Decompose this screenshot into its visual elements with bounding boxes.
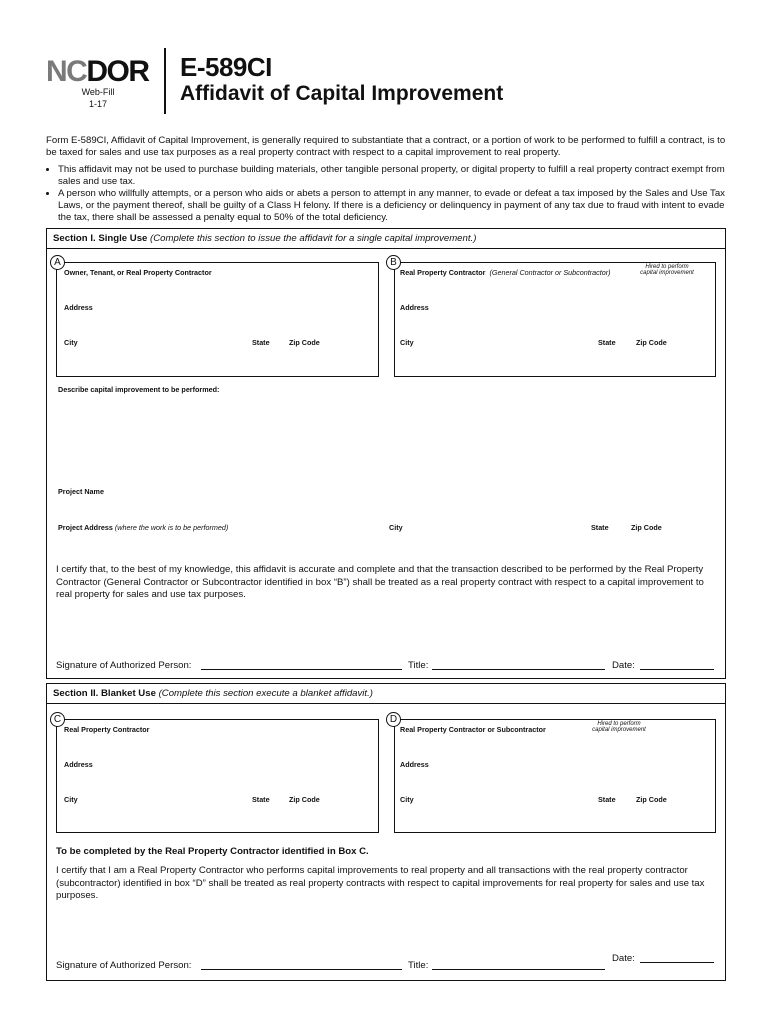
header-divider — [164, 48, 166, 114]
box-c-letter: C — [50, 712, 65, 727]
box-c-address: Address — [64, 760, 93, 769]
section-2-certification: I certify that I am a Real Property Contractor who performs capital improvements to real property and all transactions with the real property contractor (subcontractor) identified in box “D” shall be treated as real property contracts with respect to capital improvements for real property for sales and use tax purposes. — [56, 865, 705, 901]
box-a-letter: A — [50, 255, 65, 270]
box-a-address: Address — [64, 303, 93, 312]
box-a-city: City — [64, 338, 78, 347]
box-c-contractor[interactable] — [56, 719, 379, 833]
box-b-contractor[interactable] — [394, 262, 716, 377]
section-2-title-line[interactable] — [432, 969, 605, 970]
box-d-hired-note: Hired to perform capital improvement — [592, 721, 646, 733]
describe-label: Describe capital improvement to be performed: — [58, 385, 220, 394]
section-1-date-label: Date: — [612, 660, 635, 671]
form-title: Affidavit of Capital Improvement — [180, 82, 504, 105]
section-1-signature-line[interactable] — [201, 669, 402, 670]
section-2-date-line[interactable] — [640, 962, 714, 963]
section-1-certification: I certify that, to the best of my knowledge, this affidavit is accurate and complete and that the transaction described to be performed by the Real Property Contractor (General Contractor or Subcontractor identified in box “B”) shall be treated as a real property contract with respect to a capital improvement to real property for sales and use tax purposes. — [56, 564, 704, 600]
box-a-state: State — [252, 338, 270, 347]
completed-by-heading: To be completed by the Real Property Contractor identified in Box C. — [56, 846, 369, 857]
box-b-letter: B — [386, 255, 401, 270]
section-1-title-label: Title: — [408, 660, 429, 671]
box-b-hired-note: Hired to perform capital improvement — [640, 264, 694, 276]
section-2-date-label: Date: — [612, 953, 635, 964]
box-a-title: Owner, Tenant, or Real Property Contractor — [64, 268, 212, 277]
project-city-label: City — [389, 523, 403, 532]
box-a-owner[interactable] — [56, 262, 379, 377]
describe-field[interactable] — [58, 396, 714, 480]
box-d-state: State — [598, 795, 616, 804]
section-2-signature-line[interactable] — [201, 969, 402, 970]
intro-paragraph: Form E-589CI, Affidavit of Capital Improvement, is generally required to substantiate that a contract, or a portion of work to be performed to fulfill a contract, is to be taxed for sales and use tax purposes as a real property contract with respect to a capital improvement to real property. — [46, 135, 726, 158]
box-b-state: State — [598, 338, 616, 347]
version-text: 1-17 — [88, 99, 107, 109]
section-2-title-label: Title: — [408, 960, 429, 971]
web-fill-text: Web-Fill — [81, 87, 115, 97]
section-1-signature-label: Signature of Authorized Person: — [56, 660, 192, 671]
box-b-zip: Zip Code — [636, 338, 667, 347]
section-2-signature-label: Signature of Authorized Person: — [56, 960, 192, 971]
section-1-date-line[interactable] — [640, 669, 714, 670]
box-a-zip: Zip Code — [289, 338, 320, 347]
box-d-zip: Zip Code — [636, 795, 667, 804]
box-d-subcontractor[interactable] — [394, 719, 716, 833]
project-state-label: State — [591, 523, 609, 532]
intro-text — [46, 135, 726, 224]
box-c-zip: Zip Code — [289, 795, 320, 804]
intro-bullet: • A person who willfully attempts, or a person who aids or abets a person to attempt in any manner, to evade or defeat a tax imposed by the Sales and Use Tax Laws, or the payment thereof, shall be guilty of a Class H felony. If there is a deficiency or delinquency in payment of any tax due to fraud with intent to evade the tax, there shall be assessed a penalty equal to 50% of the total deficiency. — [58, 188, 726, 224]
form-number: E-589CI — [180, 52, 272, 82]
web-fill-label — [68, 86, 128, 110]
section-1-title-line[interactable] — [432, 669, 605, 670]
box-b-address: Address — [400, 303, 429, 312]
box-d-letter: D — [386, 712, 401, 727]
box-d-title: Real Property Contractor or Subcontractor — [400, 725, 546, 734]
box-c-state: State — [252, 795, 270, 804]
box-b-title: Real Property Contractor (General Contractor or Subcontractor) — [400, 268, 611, 277]
ncdor-logo: NCDOR — [46, 55, 149, 88]
box-d-city: City — [400, 795, 414, 804]
box-c-city: City — [64, 795, 78, 804]
box-b-city: City — [400, 338, 414, 347]
box-d-address: Address — [400, 760, 429, 769]
section-1-header: Section I. Single Use (Complete this section to issue the affidavit for a single capital improvement.) — [47, 229, 725, 249]
project-name-label: Project Name — [58, 487, 104, 496]
project-zip-label: Zip Code — [631, 523, 662, 532]
intro-bullet: • This affidavit may not be used to purchase building materials, other tangible personal property, or digital property to fulfill a real property contract exempt from sales and use tax. — [58, 164, 726, 188]
section-2-header: Section II. Blanket Use (Complete this section execute a blanket affidavit.) — [47, 684, 725, 704]
box-c-title: Real Property Contractor — [64, 725, 150, 734]
project-address-label: Project Address (where the work is to be performed) — [58, 523, 229, 532]
